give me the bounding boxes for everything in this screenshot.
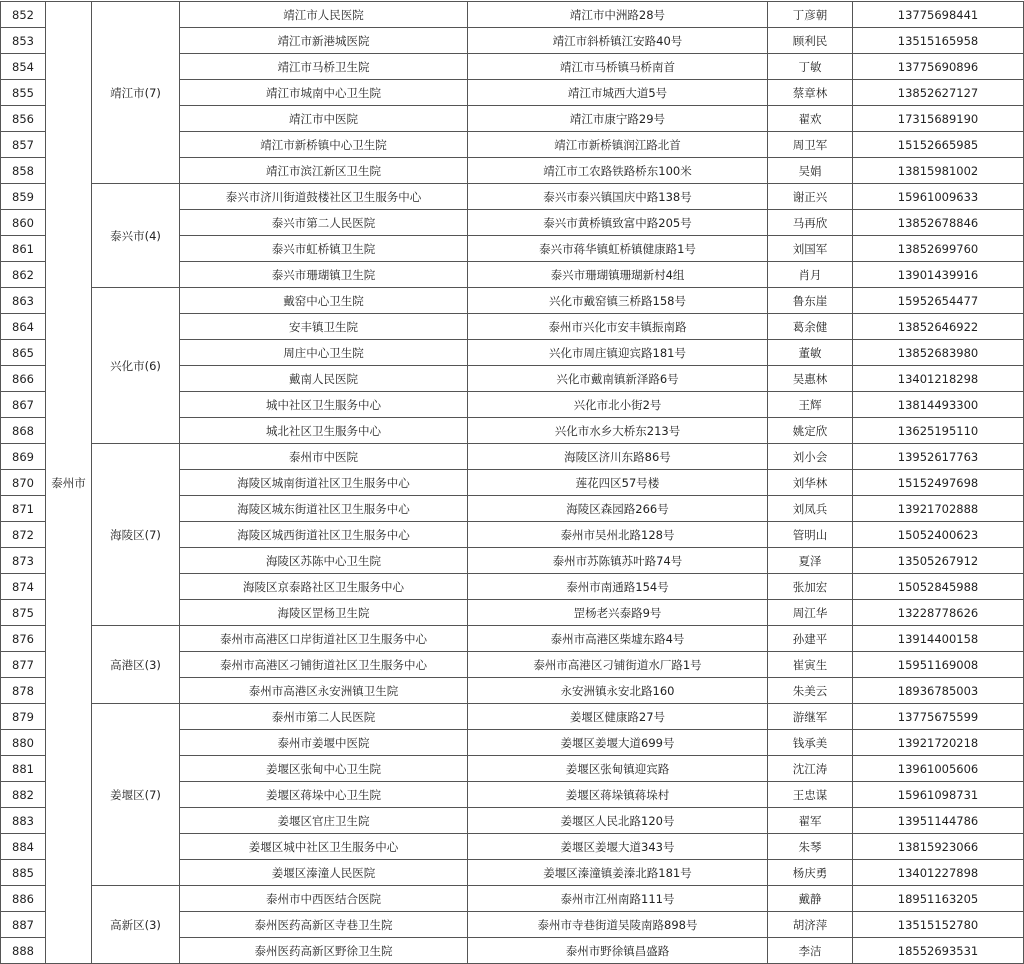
address-cell: 姜堰区溱潼镇姜溱北路181号 bbox=[468, 860, 768, 886]
address-cell: 靖江市中洲路28号 bbox=[468, 2, 768, 28]
contact-person-cell: 李洁 bbox=[768, 938, 853, 964]
phone-cell: 13775675599 bbox=[853, 704, 1024, 730]
phone-cell: 18951163205 bbox=[853, 886, 1024, 912]
phone-cell: 13515152780 bbox=[853, 912, 1024, 938]
address-cell: 泰州市江州南路111号 bbox=[468, 886, 768, 912]
district-cell: 姜堰区(7) bbox=[92, 704, 180, 886]
row-number-cell: 856 bbox=[1, 106, 46, 132]
contact-person-cell: 马再欣 bbox=[768, 210, 853, 236]
institution-name-cell: 姜堰区官庄卫生院 bbox=[180, 808, 468, 834]
address-cell: 靖江市工农路铁路桥东100米 bbox=[468, 158, 768, 184]
phone-cell: 13775698441 bbox=[853, 2, 1024, 28]
phone-cell: 15052400623 bbox=[853, 522, 1024, 548]
contact-person-cell: 吴惠林 bbox=[768, 366, 853, 392]
row-number-cell: 866 bbox=[1, 366, 46, 392]
address-cell: 泰兴市泰兴镇国庆中路138号 bbox=[468, 184, 768, 210]
contact-person-cell: 刘小会 bbox=[768, 444, 853, 470]
institution-name-cell: 海陵区城东街道社区卫生服务中心 bbox=[180, 496, 468, 522]
institution-name-cell: 姜堰区城中社区卫生服务中心 bbox=[180, 834, 468, 860]
phone-cell: 13401218298 bbox=[853, 366, 1024, 392]
contact-person-cell: 胡济萍 bbox=[768, 912, 853, 938]
address-cell: 泰兴市珊瑚镇珊瑚新村4组 bbox=[468, 262, 768, 288]
contact-person-cell: 张加宏 bbox=[768, 574, 853, 600]
contact-person-cell: 肖月 bbox=[768, 262, 853, 288]
phone-cell: 13625195110 bbox=[853, 418, 1024, 444]
row-number-cell: 883 bbox=[1, 808, 46, 834]
row-number-cell: 870 bbox=[1, 470, 46, 496]
phone-cell: 15052845988 bbox=[853, 574, 1024, 600]
contact-person-cell: 吴娟 bbox=[768, 158, 853, 184]
institution-name-cell: 海陵区城南街道社区卫生服务中心 bbox=[180, 470, 468, 496]
hospital-table bbox=[0, 1, 1024, 964]
address-cell: 泰兴市蒋华镇虹桥镇健康路1号 bbox=[468, 236, 768, 262]
row-number-cell: 885 bbox=[1, 860, 46, 886]
institution-name-cell: 海陵区城西街道社区卫生服务中心 bbox=[180, 522, 468, 548]
row-number-cell: 871 bbox=[1, 496, 46, 522]
institution-name-cell: 泰州市中西医结合医院 bbox=[180, 886, 468, 912]
contact-person-cell: 游继军 bbox=[768, 704, 853, 730]
row-number-cell: 867 bbox=[1, 392, 46, 418]
phone-cell: 13401227898 bbox=[853, 860, 1024, 886]
row-number-cell: 862 bbox=[1, 262, 46, 288]
row-number-cell: 860 bbox=[1, 210, 46, 236]
row-number-cell: 878 bbox=[1, 678, 46, 704]
contact-person-cell: 丁彦朝 bbox=[768, 2, 853, 28]
phone-cell: 13852627127 bbox=[853, 80, 1024, 106]
table-row bbox=[1, 626, 1024, 652]
phone-cell: 13852678846 bbox=[853, 210, 1024, 236]
contact-person-cell: 刘凤兵 bbox=[768, 496, 853, 522]
phone-cell: 18936785003 bbox=[853, 678, 1024, 704]
district-cell: 兴化市(6) bbox=[92, 288, 180, 444]
phone-cell: 13921702888 bbox=[853, 496, 1024, 522]
address-cell: 罡杨老兴泰路9号 bbox=[468, 600, 768, 626]
address-cell: 泰兴市黄桥镇致富中路205号 bbox=[468, 210, 768, 236]
row-number-cell: 882 bbox=[1, 782, 46, 808]
row-number-cell: 880 bbox=[1, 730, 46, 756]
phone-cell: 13852646922 bbox=[853, 314, 1024, 340]
institution-name-cell: 泰州医药高新区寺巷卫生院 bbox=[180, 912, 468, 938]
table-row bbox=[1, 2, 1024, 28]
institution-name-cell: 泰州医药高新区野徐卫生院 bbox=[180, 938, 468, 964]
address-cell: 泰州市高港区柴墟东路4号 bbox=[468, 626, 768, 652]
contact-person-cell: 朱琴 bbox=[768, 834, 853, 860]
institution-name-cell: 姜堰区张甸中心卫生院 bbox=[180, 756, 468, 782]
phone-cell: 13775690896 bbox=[853, 54, 1024, 80]
contact-person-cell: 杨庆勇 bbox=[768, 860, 853, 886]
phone-cell: 15961009633 bbox=[853, 184, 1024, 210]
contact-person-cell: 姚定欣 bbox=[768, 418, 853, 444]
institution-name-cell: 安丰镇卫生院 bbox=[180, 314, 468, 340]
institution-name-cell: 靖江市马桥卫生院 bbox=[180, 54, 468, 80]
institution-name-cell: 靖江市人民医院 bbox=[180, 2, 468, 28]
row-number-cell: 876 bbox=[1, 626, 46, 652]
phone-cell: 13951144786 bbox=[853, 808, 1024, 834]
district-cell: 海陵区(7) bbox=[92, 444, 180, 626]
address-cell: 兴化市戴南镇新泽路6号 bbox=[468, 366, 768, 392]
address-cell: 海陵区森园路266号 bbox=[468, 496, 768, 522]
contact-person-cell: 钱承美 bbox=[768, 730, 853, 756]
institution-name-cell: 泰州市高港区刁铺街道社区卫生服务中心 bbox=[180, 652, 468, 678]
contact-person-cell: 翟欢 bbox=[768, 106, 853, 132]
row-number-cell: 864 bbox=[1, 314, 46, 340]
contact-person-cell: 戴静 bbox=[768, 886, 853, 912]
contact-person-cell: 董敏 bbox=[768, 340, 853, 366]
address-cell: 兴化市戴窑镇三桥路158号 bbox=[468, 288, 768, 314]
contact-person-cell: 谢正兴 bbox=[768, 184, 853, 210]
contact-person-cell: 葛余健 bbox=[768, 314, 853, 340]
address-cell: 海陵区济川东路86号 bbox=[468, 444, 768, 470]
address-cell: 靖江市新桥镇润江路北首 bbox=[468, 132, 768, 158]
row-number-cell: 858 bbox=[1, 158, 46, 184]
address-cell: 兴化市周庄镇迎宾路181号 bbox=[468, 340, 768, 366]
row-number-cell: 873 bbox=[1, 548, 46, 574]
contact-person-cell: 鲁东崖 bbox=[768, 288, 853, 314]
address-cell: 姜堰区蒋垛镇蒋垛村 bbox=[468, 782, 768, 808]
contact-person-cell: 周江华 bbox=[768, 600, 853, 626]
phone-cell: 13852699760 bbox=[853, 236, 1024, 262]
institution-name-cell: 靖江市新港城医院 bbox=[180, 28, 468, 54]
contact-person-cell: 丁敏 bbox=[768, 54, 853, 80]
row-number-cell: 881 bbox=[1, 756, 46, 782]
phone-cell: 13921720218 bbox=[853, 730, 1024, 756]
address-cell: 泰州市兴化市安丰镇振南路 bbox=[468, 314, 768, 340]
contact-person-cell: 管明山 bbox=[768, 522, 853, 548]
row-number-cell: 887 bbox=[1, 912, 46, 938]
row-number-cell: 886 bbox=[1, 886, 46, 912]
row-number-cell: 884 bbox=[1, 834, 46, 860]
phone-cell: 15951169008 bbox=[853, 652, 1024, 678]
row-number-cell: 861 bbox=[1, 236, 46, 262]
district-cell: 泰兴市(4) bbox=[92, 184, 180, 288]
table-row bbox=[1, 704, 1024, 730]
district-cell: 高新区(3) bbox=[92, 886, 180, 964]
contact-person-cell: 顾利民 bbox=[768, 28, 853, 54]
address-cell: 姜堰区张甸镇迎宾路 bbox=[468, 756, 768, 782]
row-number-cell: 852 bbox=[1, 2, 46, 28]
phone-cell: 13815923066 bbox=[853, 834, 1024, 860]
row-number-cell: 879 bbox=[1, 704, 46, 730]
contact-person-cell: 翟军 bbox=[768, 808, 853, 834]
phone-cell: 18552693531 bbox=[853, 938, 1024, 964]
contact-person-cell: 周卫军 bbox=[768, 132, 853, 158]
institution-name-cell: 姜堰区溱潼人民医院 bbox=[180, 860, 468, 886]
phone-cell: 13852683980 bbox=[853, 340, 1024, 366]
row-number-cell: 874 bbox=[1, 574, 46, 600]
institution-name-cell: 戴窑中心卫生院 bbox=[180, 288, 468, 314]
address-cell: 兴化市水乡大桥东213号 bbox=[468, 418, 768, 444]
phone-cell: 13814493300 bbox=[853, 392, 1024, 418]
institution-name-cell: 靖江市城南中心卫生院 bbox=[180, 80, 468, 106]
address-cell: 姜堰区健康路27号 bbox=[468, 704, 768, 730]
phone-cell: 13815981002 bbox=[853, 158, 1024, 184]
phone-cell: 15152665985 bbox=[853, 132, 1024, 158]
address-cell: 靖江市马桥镇马桥南首 bbox=[468, 54, 768, 80]
row-number-cell: 872 bbox=[1, 522, 46, 548]
contact-person-cell: 崔寅生 bbox=[768, 652, 853, 678]
address-cell: 莲花四区57号楼 bbox=[468, 470, 768, 496]
address-cell: 泰州市苏陈镇苏叶路74号 bbox=[468, 548, 768, 574]
contact-person-cell: 孙建平 bbox=[768, 626, 853, 652]
row-number-cell: 865 bbox=[1, 340, 46, 366]
row-number-cell: 863 bbox=[1, 288, 46, 314]
table-row bbox=[1, 184, 1024, 210]
contact-person-cell: 沈江涛 bbox=[768, 756, 853, 782]
phone-cell: 13515165958 bbox=[853, 28, 1024, 54]
row-number-cell: 875 bbox=[1, 600, 46, 626]
phone-cell: 13505267912 bbox=[853, 548, 1024, 574]
institution-name-cell: 城北社区卫生服务中心 bbox=[180, 418, 468, 444]
table-row bbox=[1, 288, 1024, 314]
contact-person-cell: 蔡章林 bbox=[768, 80, 853, 106]
contact-person-cell: 夏泽 bbox=[768, 548, 853, 574]
institution-name-cell: 靖江市中医院 bbox=[180, 106, 468, 132]
district-cell: 高港区(3) bbox=[92, 626, 180, 704]
institution-name-cell: 海陵区苏陈中心卫生院 bbox=[180, 548, 468, 574]
phone-cell: 13952617763 bbox=[853, 444, 1024, 470]
contact-person-cell: 王忠谋 bbox=[768, 782, 853, 808]
table-row bbox=[1, 444, 1024, 470]
address-cell: 泰州市吴州北路128号 bbox=[468, 522, 768, 548]
row-number-cell: 869 bbox=[1, 444, 46, 470]
address-cell: 靖江市康宁路29号 bbox=[468, 106, 768, 132]
phone-cell: 13228778626 bbox=[853, 600, 1024, 626]
row-number-cell: 857 bbox=[1, 132, 46, 158]
institution-name-cell: 泰州市姜堰中医院 bbox=[180, 730, 468, 756]
contact-person-cell: 刘国军 bbox=[768, 236, 853, 262]
institution-name-cell: 泰兴市珊瑚镇卫生院 bbox=[180, 262, 468, 288]
address-cell: 泰州市高港区刁铺街道水厂路1号 bbox=[468, 652, 768, 678]
address-cell: 姜堰区人民北路120号 bbox=[468, 808, 768, 834]
row-number-cell: 877 bbox=[1, 652, 46, 678]
phone-cell: 13961005606 bbox=[853, 756, 1024, 782]
address-cell: 泰州市寺巷街道吴陵南路898号 bbox=[468, 912, 768, 938]
institution-name-cell: 靖江市新桥镇中心卫生院 bbox=[180, 132, 468, 158]
institution-name-cell: 姜堰区蒋垛中心卫生院 bbox=[180, 782, 468, 808]
institution-name-cell: 戴南人民医院 bbox=[180, 366, 468, 392]
address-cell: 靖江市城西大道5号 bbox=[468, 80, 768, 106]
address-cell: 泰州市野徐镇昌盛路 bbox=[468, 938, 768, 964]
institution-name-cell: 周庄中心卫生院 bbox=[180, 340, 468, 366]
address-cell: 姜堰区姜堰大道699号 bbox=[468, 730, 768, 756]
row-number-cell: 868 bbox=[1, 418, 46, 444]
address-cell: 姜堰区姜堰大道343号 bbox=[468, 834, 768, 860]
address-cell: 靖江市斜桥镇江安路40号 bbox=[468, 28, 768, 54]
address-cell: 永安洲镇永安北路160 bbox=[468, 678, 768, 704]
table-row bbox=[1, 886, 1024, 912]
phone-cell: 15961098731 bbox=[853, 782, 1024, 808]
phone-cell: 15952654477 bbox=[853, 288, 1024, 314]
institution-name-cell: 泰州市高港区永安洲镇卫生院 bbox=[180, 678, 468, 704]
institution-name-cell: 泰兴市虹桥镇卫生院 bbox=[180, 236, 468, 262]
phone-cell: 13914400158 bbox=[853, 626, 1024, 652]
institution-name-cell: 靖江市滨江新区卫生院 bbox=[180, 158, 468, 184]
table-body bbox=[1, 2, 1024, 964]
row-number-cell: 855 bbox=[1, 80, 46, 106]
address-cell: 兴化市北小街2号 bbox=[468, 392, 768, 418]
contact-person-cell: 王辉 bbox=[768, 392, 853, 418]
phone-cell: 13901439916 bbox=[853, 262, 1024, 288]
phone-cell: 17315689190 bbox=[853, 106, 1024, 132]
row-number-cell: 859 bbox=[1, 184, 46, 210]
city-cell: 泰州市 bbox=[46, 2, 92, 964]
institution-name-cell: 泰州市高港区口岸街道社区卫生服务中心 bbox=[180, 626, 468, 652]
institution-name-cell: 城中社区卫生服务中心 bbox=[180, 392, 468, 418]
institution-name-cell: 泰兴市第二人民医院 bbox=[180, 210, 468, 236]
row-number-cell: 854 bbox=[1, 54, 46, 80]
row-number-cell: 853 bbox=[1, 28, 46, 54]
address-cell: 泰州市南通路154号 bbox=[468, 574, 768, 600]
district-cell: 靖江市(7) bbox=[92, 2, 180, 184]
institution-name-cell: 海陵区京泰路社区卫生服务中心 bbox=[180, 574, 468, 600]
phone-cell: 15152497698 bbox=[853, 470, 1024, 496]
institution-name-cell: 泰州市第二人民医院 bbox=[180, 704, 468, 730]
institution-name-cell: 海陵区罡杨卫生院 bbox=[180, 600, 468, 626]
institution-name-cell: 泰兴市济川街道鼓楼社区卫生服务中心 bbox=[180, 184, 468, 210]
contact-person-cell: 刘华林 bbox=[768, 470, 853, 496]
row-number-cell: 888 bbox=[1, 938, 46, 964]
institution-name-cell: 泰州市中医院 bbox=[180, 444, 468, 470]
contact-person-cell: 朱美云 bbox=[768, 678, 853, 704]
